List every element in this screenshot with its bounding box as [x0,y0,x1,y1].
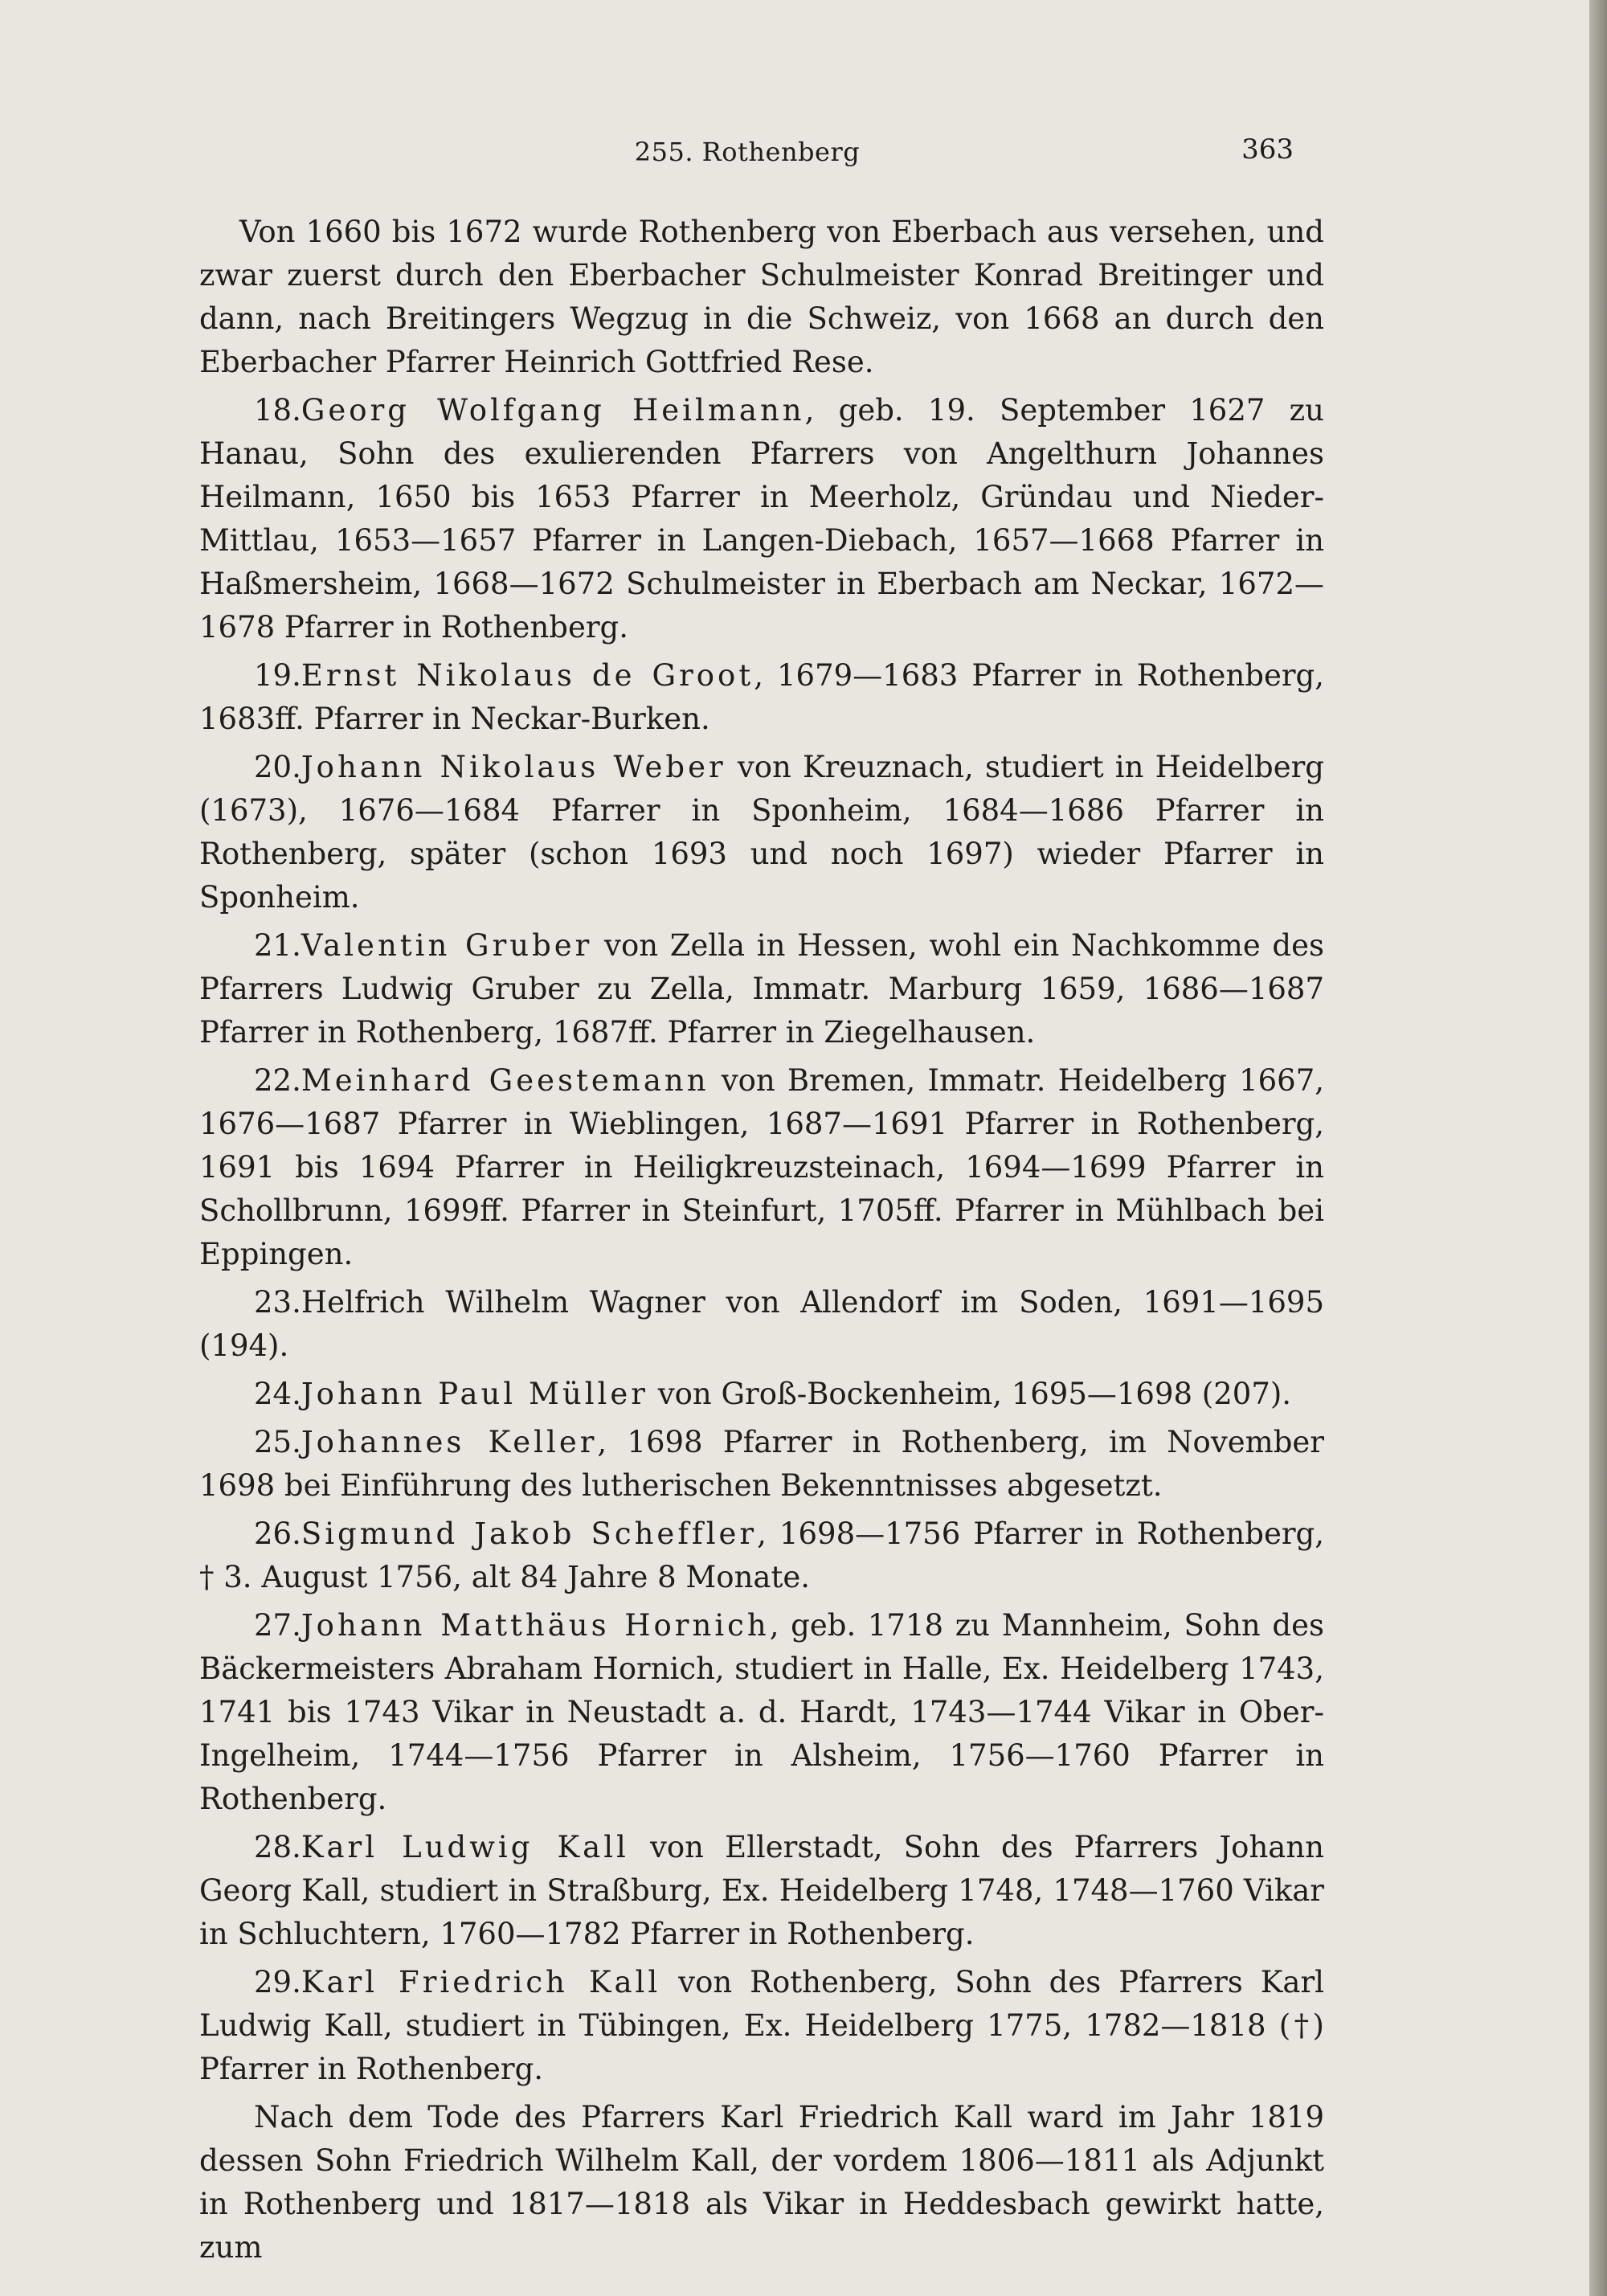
entry-number: 27. [254,1608,301,1643]
body-text [199,211,1324,2274]
entry-name: Georg Wolfgang Heilmann [301,393,805,428]
entry-text: von Groß-Bockenheim, 1695—1698 (207). [648,1377,1292,1411]
entry-text: von Bremen, Immatr. Heidelberg 1667, 1676—1687 Pfarrer in Wieblingen, 1687—1691 Pfarrer in Rothenberg, 1691 bis 1694 Pfarrer in Heiligkreuzsteinach, 1694—1699 Pfarrer in Schollbrunn, 1699ff. Pfarrer in Steinfurt, 1705ff. Pfarrer in Mühlbach bei Eppingen. [199,1063,1325,1271]
entry-29 [199,1961,1324,2091]
entry-name: Karl Friedrich Kall [301,1965,661,1999]
page-header [201,133,1294,177]
entry-21 [199,924,1324,1054]
page-number: 363 [1241,133,1294,166]
entry-name: Meinhard Geestemann [301,1063,709,1098]
entry-text: , 1698 Pfarrer in Rothenberg, im November 1698 bei Einführung des lutherischen Bekenntnisses abgesetzt. [199,1425,1324,1503]
entry-name: Johannes Keller [301,1425,598,1459]
entry-name: Sigmund Jakob Scheffler [301,1516,758,1551]
entry-26 [199,1512,1324,1599]
entry-19 [199,654,1324,741]
entry-number: 24. [254,1377,301,1411]
entry-text: von Allendorf im Soden, 1691—1695 (194). [199,1285,1324,1363]
entry-number: 23. [254,1285,301,1320]
paragraph-intro [199,211,1324,384]
entry-text: von Ellerstadt, Sohn des Pfarrers Johann Georg Kall, studiert in Straßburg, Ex. Heidelberg 1748, 1748—1760 Vikar in Schluchtern, 1760—1782 Pfarrer in Rothenberg. [199,1830,1325,1951]
entry-number: 29. [254,1965,301,1999]
entry-number: 21. [254,928,301,963]
entry-number: 22. [254,1063,301,1098]
entry-name: Karl Ludwig Kall [301,1830,629,1864]
entry-number: 26. [254,1516,301,1551]
entry-text: , geb. 1718 zu Mannheim, Sohn des Bäckermeisters Abraham Hornich, studiert in Halle, Ex. Heidelberg 1743, 1741 bis 1743 Vikar in Neustadt a. d. Hardt, 1743—1744 Vikar in Ober-Ingelheim, 1744—1756 Pfarrer in Alsheim, 1756—1760 Pfarrer in Rothenberg. [199,1608,1324,1816]
paragraph-closing [199,2096,1324,2269]
entry-text: von Kreuznach, studiert in Heidelberg (1673), 1676—1684 Pfarrer in Sponheim, 1684—1686 Pfarrer in Rothenberg, später (schon 1693 und noch 1697) wieder Pfarrer in Sponheim. [199,750,1324,915]
entry-name: Johann Paul Müller [301,1377,648,1411]
entry-28 [199,1826,1324,1956]
entry-text: , 1679—1683 Pfarrer in Rothenberg, 1683ff. Pfarrer in Neckar-Burken. [199,658,1324,736]
entry-number: 20. [254,750,301,784]
entry-22 [199,1059,1324,1276]
entry-number: 28. [254,1830,301,1864]
page-edge [1589,0,1607,2296]
entry-name: Johann Matthäus Hornich [301,1608,770,1643]
paragraph-text: Nach dem Tode des Pfarrers Karl Friedrich Kall ward im Jahr 1819 dessen Sohn Friedrich Wilhelm Kall, der vordem 1806—1811 als Adjunkt in Rothenberg und 1817—1818 als Vikar in Heddesbach gewirkt hatte, zum [199,2100,1324,2265]
entry-name: Johann Nikolaus Weber [301,750,726,784]
entry-24 [199,1373,1324,1416]
entry-23 [199,1281,1324,1368]
entry-number: 25. [254,1425,301,1459]
entry-20 [199,746,1324,919]
entry-27 [199,1604,1324,1821]
paragraph-text: Von 1660 bis 1672 wurde Rothenberg von Eberbach aus versehen, und zwar zuerst durch den Eberbacher Schulmeister Konrad Breitinger und dann, nach Breitingers Wegzug in die Schweiz, von 1668 an durch den Eberbacher Pfarrer Heinrich Gottfried Rese. [199,215,1324,379]
entry-18 [199,389,1324,649]
entry-name: Ernst Nikolaus de Groot [301,658,754,693]
running-head: 255. Rothenberg [634,137,861,167]
entry-name: Valentin Gruber [301,928,593,963]
entry-number: 19. [254,658,301,693]
entry-name: Helfrich Wilhelm Wagner [301,1285,705,1320]
entry-text: , 1698—1756 Pfarrer in Rothenberg, † 3. August 1756, alt 84 Jahre 8 Monate. [199,1516,1324,1594]
entry-25 [199,1421,1324,1508]
entry-number: 18. [254,393,301,428]
entry-text: von Zella in Hessen, wohl ein Nachkomme des Pfarrers Ludwig Gruber zu Zella, Immatr. Marburg 1659, 1686—1687 Pfarrer in Rothenberg, 1687ff. Pfarrer in Ziegelhausen. [199,928,1324,1050]
entry-text: , geb. 19. September 1627 zu Hanau, Sohn des exulierenden Pfarrers von Angelthurn Johannes Heilmann, 1650 bis 1653 Pfarrer in Meerholz, Gründau und Nieder-Mittlau, 1653—1657 Pfarrer in Langen-Diebach, 1657—1668 Pfarrer in Haßmersheim, 1668—1672 Schulmeister in Eberbach am Neckar, 1672—1678 Pfarrer in Rothenberg. [199,393,1324,645]
entry-text: von Rothenberg, Sohn des Pfarrers Karl Ludwig Kall, studiert in Tübingen, Ex. Heidelberg 1775, 1782—1818 (†) Pfarrer in Rothenberg. [199,1965,1324,2086]
